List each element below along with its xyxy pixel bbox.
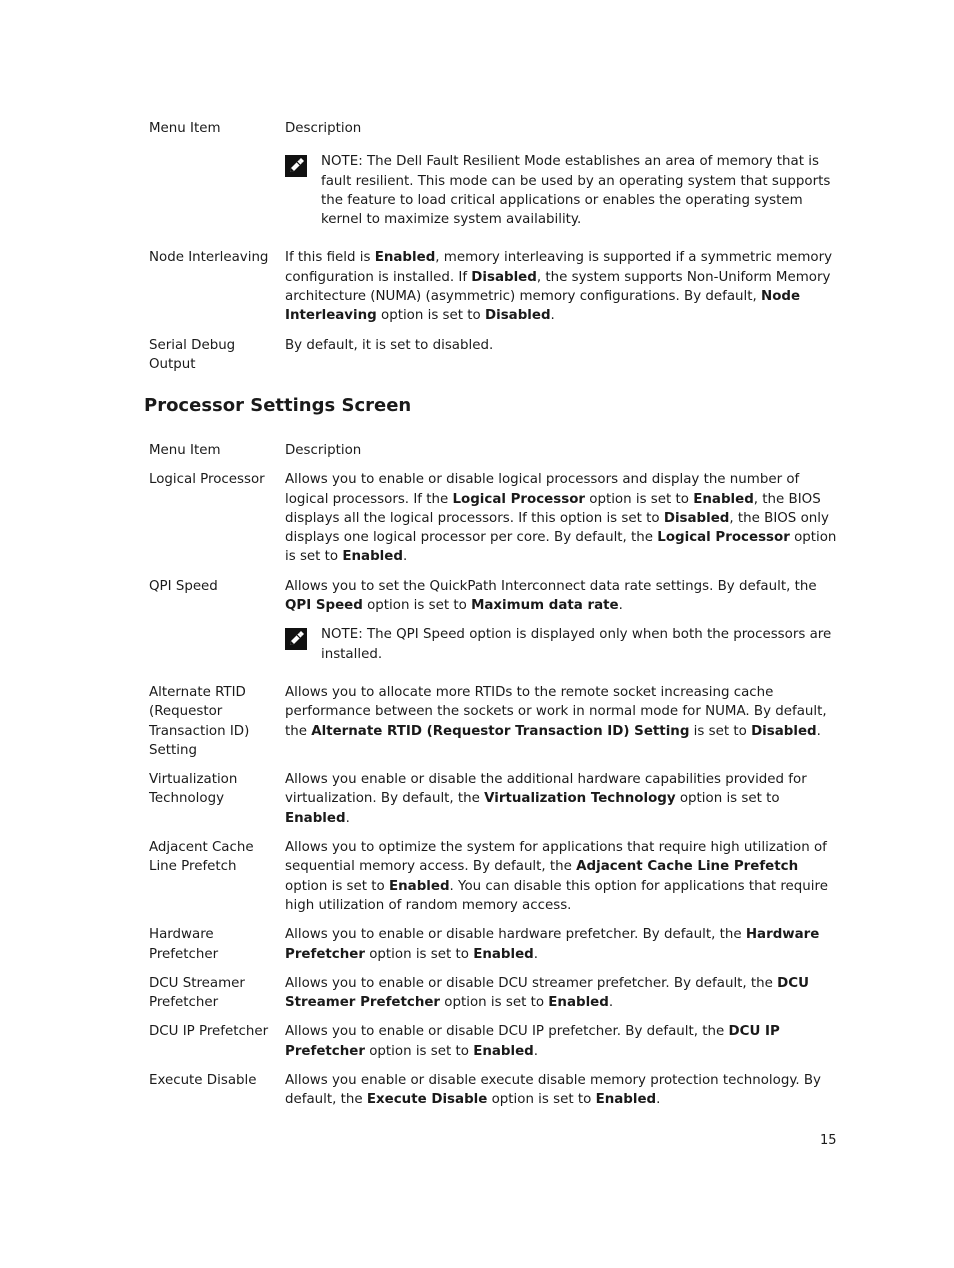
description-execute-disable: Allows you enable or disable execute disable memory protection technology. By default, the Execute Disable option is set to Enabled. xyxy=(285,1073,821,1108)
table-header-row xyxy=(149,119,839,138)
note-pencil-icon xyxy=(285,628,307,650)
menu-item-serial-debug-output: Serial Debug Output xyxy=(149,337,236,372)
table-header-row xyxy=(149,441,839,460)
description-hardware-prefetcher: Allows you to enable or disable hardware prefetcher. By default, the Hardware Prefetcher option is set to Enabled. xyxy=(285,927,820,962)
header-description: Description xyxy=(285,121,362,136)
menu-item-execute-disable: Execute Disable xyxy=(149,1073,257,1089)
description-alternate-rtid: Allows you to allocate more RTIDs to the remote socket increasing cache performance between the sockets or work in normal mode for NUMA. By default, the Alternate RTID (Requestor Transaction ID) Setting is set to Disabled. xyxy=(285,684,827,739)
table-row xyxy=(149,925,839,964)
memory-settings-table xyxy=(149,119,839,374)
table-row xyxy=(149,152,839,229)
menu-item-dcu-streamer-prefetcher: DCU Streamer Prefetcher xyxy=(149,975,245,1011)
note-text: NOTE: The QPI Speed option is displayed only when both the processors are installed. xyxy=(321,627,832,662)
header-menu-item: Menu Item xyxy=(149,443,221,458)
menu-item-logical-processor: Logical Processor xyxy=(149,472,265,488)
note-pencil-icon xyxy=(285,155,307,177)
menu-item-node-interleaving: Node Interleaving xyxy=(149,250,269,266)
table-row xyxy=(149,838,839,915)
menu-item-dcu-ip-prefetcher: DCU IP Prefetcher xyxy=(149,1024,269,1040)
table-row xyxy=(149,577,839,664)
menu-item-qpi-speed: QPI Speed xyxy=(149,578,218,594)
note-text: NOTE: The Dell Fault Resilient Mode establishes an area of memory that is fault resilient. This mode can be used by an operating system that supports the feature to load critical applications or enables the operating system kernel to maximize system availability. xyxy=(321,154,831,228)
menu-item-virtualization-technology: Virtualization Technology xyxy=(149,772,238,807)
table-row xyxy=(149,1022,839,1061)
header-menu-item: Menu Item xyxy=(149,121,221,136)
table-row xyxy=(149,1071,839,1110)
section-heading: Processor Settings Screen xyxy=(144,395,412,416)
page-number: 15 xyxy=(820,1133,837,1148)
description-adjacent-cache-line-prefetch: Allows you to optimize the system for applications that require high utilization of sequential memory access. By default, the Adjacent Cache Line Prefetch option is set to Enabled. You can disable this option for applications that require high utilization of random memory access. xyxy=(285,840,828,913)
description-logical-processor: Allows you to enable or disable logical processors and display the number of logical processors. If the Logical Processor option is set to Enabled, the BIOS displays all the logical processors. If this option is set to Disabled, the BIOS only displays one logical processor per core. By default, the Logical Processor option is set to Enabled. xyxy=(285,472,837,565)
menu-item-adjacent-cache-line-prefetch: Adjacent Cache Line Prefetch xyxy=(149,840,254,875)
table-row xyxy=(149,470,839,566)
description-serial-debug-output: By default, it is set to disabled. xyxy=(285,337,494,353)
menu-item-alternate-rtid: Alternate RTID (Requestor Transaction ID) Setting xyxy=(149,684,250,758)
note-block xyxy=(285,152,839,229)
table-row xyxy=(149,683,839,760)
table-row xyxy=(149,974,839,1013)
processor-settings-table xyxy=(149,441,839,1110)
header-description: Description xyxy=(285,443,362,458)
description-qpi-speed: Allows you to set the QuickPath Interconnect data rate settings. By default, the QPI Speed option is set to Maximum data rate. xyxy=(285,578,817,614)
table-row xyxy=(149,336,839,375)
table-row xyxy=(149,248,839,325)
description-dcu-streamer-prefetcher: Allows you to enable or disable DCU streamer prefetcher. By default, the DCU Streamer Prefetcher option is set to Enabled. xyxy=(285,975,809,1011)
description-node-interleaving: If this field is Enabled, memory interleaving is supported if a symmetric memory configuration is installed. If Disabled, the system supports Non-Uniform Memory architecture (NUMA) (asymmetric) memory configurations. By default, Node Interleaving option is set to Disabled. xyxy=(285,250,833,324)
table-row xyxy=(149,770,839,828)
description-virtualization-technology: Allows you enable or disable the additional hardware capabilities provided for virtualization. By default, the Virtualization Technology option is set to Enabled. xyxy=(285,772,807,826)
menu-item-hardware-prefetcher: Hardware Prefetcher xyxy=(149,927,219,962)
description-dcu-ip-prefetcher: Allows you to enable or disable DCU IP prefetcher. By default, the DCU IP Prefetcher option is set to Enabled. xyxy=(285,1024,780,1059)
note-block xyxy=(285,625,839,664)
